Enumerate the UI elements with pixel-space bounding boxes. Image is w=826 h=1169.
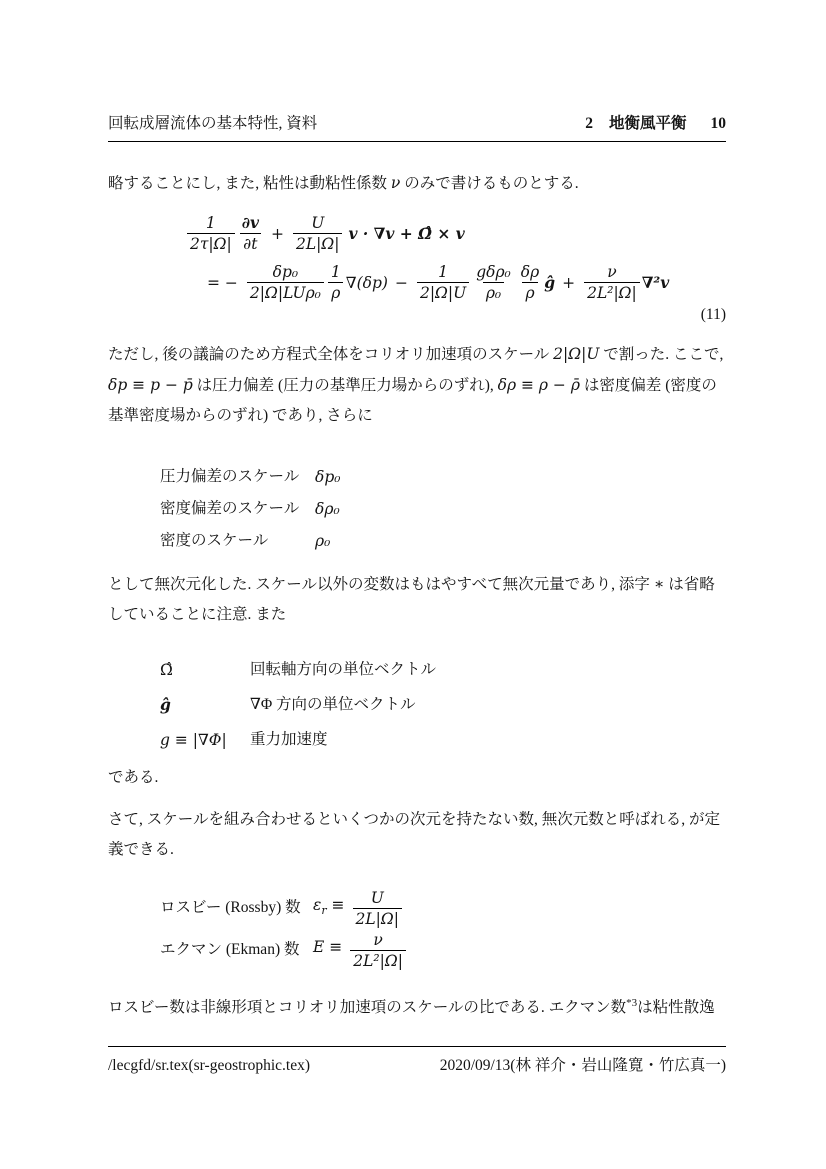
nu-symbol: ν [390, 174, 401, 192]
frac-num: 1 [438, 263, 448, 281]
frac-num: gδρ₀ [476, 263, 511, 281]
advection-coriolis-terms: v · ∇v + Ω̂ × v [348, 223, 465, 243]
def-row-gravity [160, 722, 726, 757]
frac-den: 2L|Ω| [293, 233, 342, 254]
ekman-var: E [313, 937, 325, 956]
grad-delta-p: ∇(δp) [345, 273, 388, 292]
g-hat-symbol: ĝ [160, 694, 171, 714]
def-description: 回転軸方向の単位ベクトル [250, 660, 437, 678]
frac-coriolis-time [187, 213, 235, 254]
frac-den: ρ₀ [483, 282, 504, 303]
coriolis-scale-math: 2|Ω|U [553, 345, 600, 363]
frac-den: 2L²|Ω| [584, 282, 640, 303]
paragraph-viscosity-text-2: のみで書けるものとする. [400, 175, 579, 192]
paragraph-dimensionless-intro: さて, スケールを組み合わせるといくつかの次元を持たない数, 無次元数と呼ばれる, が定義できる. [108, 811, 720, 858]
scale-symbol: δρ₀ [315, 500, 340, 518]
frac-num: ∂v [241, 213, 260, 232]
scale-row-density-deviation [160, 493, 726, 525]
paragraph-dearu: である. [108, 769, 159, 786]
frac-den: ρ [522, 282, 537, 303]
plus-operator: + [271, 224, 285, 243]
frac-buoyancy-scale [417, 262, 469, 303]
frac-delta-rho-over-rho [518, 262, 542, 303]
paragraph-nondimensional [108, 569, 726, 630]
scale-row-density [160, 525, 726, 557]
frac-one-over-rho [328, 262, 344, 303]
equiv-symbol: ≡ [329, 937, 343, 956]
equation-number: (11) [700, 306, 726, 323]
frac-pressure-scale [247, 262, 324, 303]
page-number: 10 [710, 115, 726, 132]
paragraph-ratio-text-2: は粘性散逸 [637, 999, 715, 1016]
scale-label: 圧力偏差のスケール [160, 468, 300, 485]
def-row-omega [160, 652, 726, 687]
paragraph-deviation [108, 339, 726, 431]
paragraph-ratio [108, 993, 726, 1023]
paragraph-viscosity [108, 168, 726, 199]
laplacian-v: ∇²v [641, 272, 670, 292]
def-row-g-hat [160, 687, 726, 722]
frac-viscosity-scale [584, 262, 640, 303]
rossby-var: ε [313, 895, 322, 914]
rossby-lhs [313, 890, 345, 926]
ekman-fraction [350, 930, 406, 971]
scale-list [160, 461, 726, 557]
footer-source-path: /lecgfd/sr.tex(sr-geostrophic.tex) [108, 1057, 310, 1074]
paragraph-nondimensional-text-1: として無次元化した. スケール以外の変数はもはやすべて無次元量であり, 添字 [108, 576, 654, 593]
scale-symbol: ρ₀ [315, 532, 331, 550]
frac-g-delta-rho [473, 262, 514, 303]
def-description: ∇Φ 方向の単位ベクトル [250, 695, 416, 713]
paragraph-ratio-text-1: ロスビー数は非線形項とコリオリ加速項のスケールの比である. エクマン数 [108, 999, 627, 1016]
frac-den: 2|Ω|LUρ₀ [247, 282, 324, 303]
paragraph-deviation-text-1: ただし, 後の議論のため方程式全体をコリオリ加速項のスケール [108, 346, 554, 363]
ekman-lhs [313, 932, 342, 968]
ekman-number-row [160, 929, 726, 971]
scale-label: 密度のスケール [160, 532, 269, 549]
equiv-symbol: ≡ [331, 895, 345, 914]
g-hat-vector: ĝ [544, 272, 556, 292]
definition-list [160, 652, 726, 757]
footnote-marker: *3 [626, 996, 638, 1009]
minus-operator: − [394, 273, 408, 292]
equals-minus: = − [207, 273, 238, 292]
rossby-label: ロスビー (Rossby) 数 [160, 899, 301, 916]
paragraph-deviation-text-4: は密度偏差 (密度の基準密度場からのずれ) であり, さらに [108, 377, 717, 424]
footer-date-authors: 2020/09/13(林 祥介・岩山隆寛・竹広真一) [439, 1057, 726, 1074]
frac-dvdt [239, 213, 262, 254]
page-footer [108, 1046, 726, 1076]
frac-num: δp₀ [272, 263, 299, 281]
scale-row-pressure [160, 461, 726, 493]
scale-symbol: δp₀ [315, 468, 341, 486]
header-left-title: 回転成層流体の基本特性, 資料 [108, 115, 318, 132]
header-right [585, 114, 726, 134]
frac-num: ν [607, 263, 617, 281]
equation-11-line-2 [200, 262, 726, 303]
frac-num: 1 [330, 263, 341, 281]
def-description: 重力加速度 [250, 730, 328, 748]
omega-hat-symbol: Ω̂ [160, 660, 173, 679]
frac-num: δρ [520, 263, 540, 281]
rossby-number-row [160, 887, 726, 929]
equation-11-line-1 [185, 213, 726, 254]
paragraph-deviation-text-3: は圧力偏差 (圧力の基準圧力場からのずれ), [192, 377, 498, 394]
pressure-deviation-math: δp ≡ p − p̄ [108, 376, 193, 394]
paragraph-viscosity-text-1: 略することにし, また, 粘性は動粘性係数 [108, 175, 391, 192]
frac-num: U [311, 214, 325, 232]
frac-num: U [370, 888, 384, 907]
paragraph-nondimensional-text-2: は省略していることに注意. また [108, 576, 715, 623]
paragraph-deviation-text-2: で割った. ここで, [599, 346, 724, 363]
frac-den: 2L|Ω| [353, 908, 402, 929]
scale-label: 密度偏差のスケール [160, 500, 300, 517]
rossby-fraction [353, 888, 402, 929]
frac-den: 2L²|Ω| [350, 950, 406, 971]
density-deviation-math: δρ ≡ ρ − ρ̄ [497, 376, 580, 394]
plus-operator: + [562, 273, 576, 292]
frac-den: 2|Ω|U [417, 282, 469, 303]
asterisk-subscript: ∗ [653, 575, 665, 593]
frac-den: ρ [328, 282, 343, 303]
rossby-sub: r [321, 904, 327, 918]
gravity-symbol: g ≡ |∇Φ| [160, 730, 227, 749]
page-header [108, 114, 726, 142]
dimensionless-number-list [160, 887, 726, 971]
frac-num: 1 [205, 214, 216, 232]
frac-num: ν [373, 930, 383, 949]
equation-11 [108, 213, 726, 325]
section-title: 地衡風平衡 [608, 115, 687, 132]
frac-advection-scale [293, 213, 342, 254]
ekman-label: エクマン (Ekman) 数 [160, 941, 300, 958]
frac-den: 2τ|Ω| [187, 233, 235, 254]
frac-den: ∂t [240, 233, 260, 254]
section-number: 2 [585, 115, 593, 132]
